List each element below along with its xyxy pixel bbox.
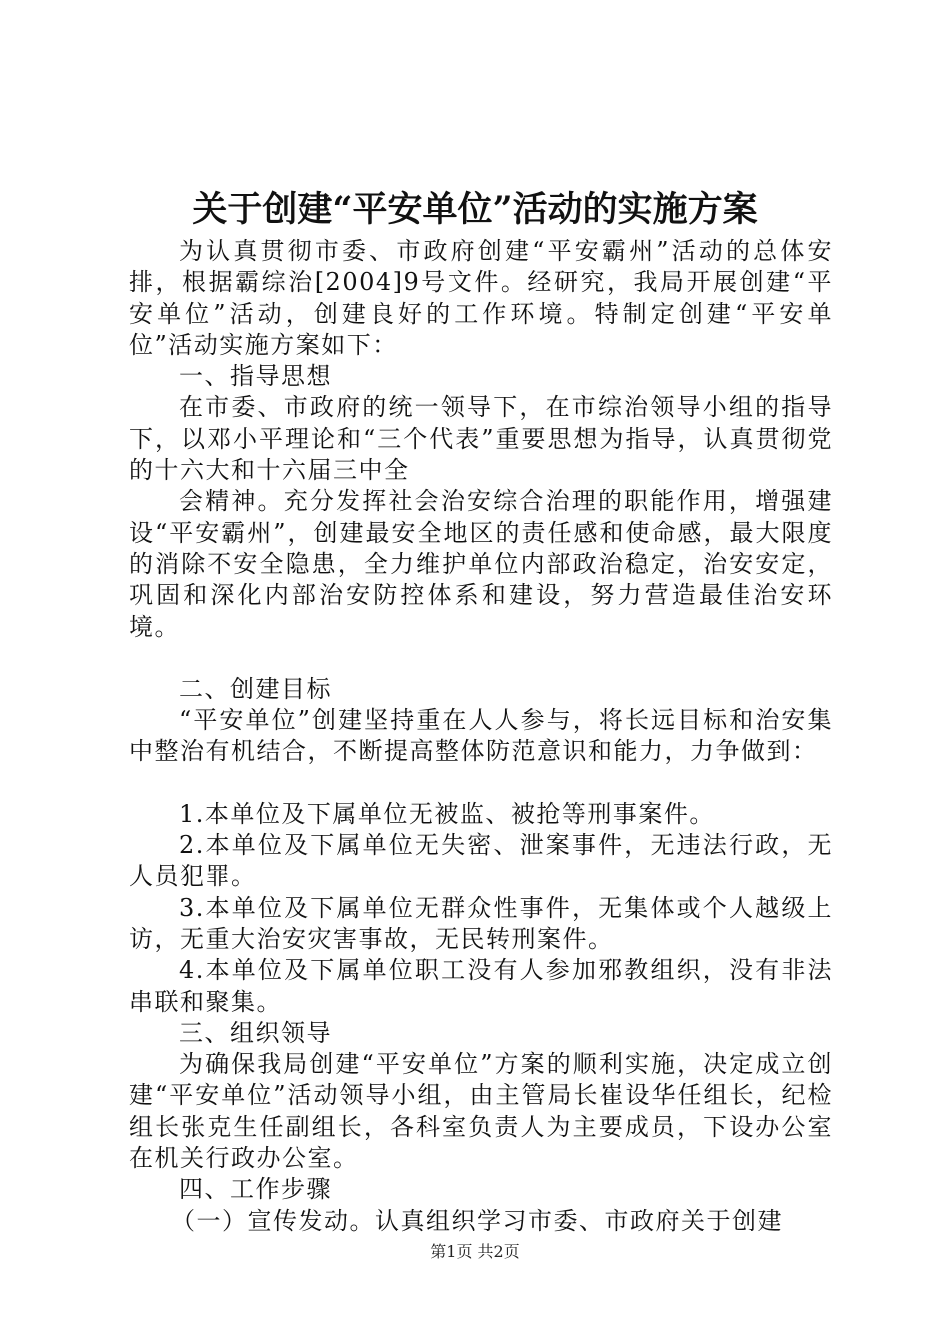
goal-item-4: 4.本单位及下属单位职工没有人参加邪教组织，没有非法串联和聚集。 <box>129 956 833 1016</box>
document-body <box>129 236 833 1237</box>
page-number-footer: 第1页 共2页 <box>430 1242 520 1261</box>
intro-paragraph: 为认真贯彻市委、市政府创建“平安霸州”活动的总体安排，根据霸综治[2004]9号文件。经研究，我局开展创建“平安单位”活动，创建良好的工作环境。特制定创建“平安单位”活动实施方案如下： <box>129 237 833 359</box>
section-heading-organization: 三、组织领导 <box>179 1018 332 1047</box>
organization-paragraph: 为确保我局创建“平安单位”方案的顺利实施，决定成立创建“平安单位”活动领导小组，由主管局长崔设华任组长，纪检组长张克生任副组长，各科室负责人为主要成员，下设办公室在机关行政办公室。 <box>129 1050 833 1173</box>
guiding-ideology-continued-paragraph: 会精神。充分发挥社会治安综合治理的职能作用，增强建设“平安霸州”，创建最安全地区的责任感和使命感，最大限度的消除不安全隐患，全力维护单位内部政治稳定，治安安定，巩固和深化内部治安防控体系和建设，努力营造最佳治安环境。 <box>129 487 833 641</box>
section-heading-goals: 二、创建目标 <box>179 674 332 703</box>
section-heading-work-steps: 四、工作步骤 <box>179 1175 332 1204</box>
guiding-ideology-paragraph: 在市委、市政府的统一领导下，在市综治领导小组的指导下，以邓小平理论和“三个代表”重要思想为指导，认真贯彻党的十六大和十六届三中全 <box>129 393 833 485</box>
goals-paragraph: “平安单位”创建坚持重在人人参与，将长远目标和治安集中整治有机结合，不断提高整体防范意识和能力，力争做到： <box>129 706 833 766</box>
work-step-1-paragraph: （一）宣传发动。认真组织学习市委、市政府关于创建 <box>171 1206 783 1235</box>
section-heading-guiding-ideology: 一、指导思想 <box>179 362 332 391</box>
document-title: 关于创建“平安单位”活动的实施方案 <box>192 189 758 230</box>
goal-item-3: 3.本单位及下属单位无群众性事件，无集体或个人越级上访，无重大治安灾害事故，无民转刑案件。 <box>129 893 833 953</box>
goal-item-1: 1.本单位及下属单位无被监、被抢等刑事案件。 <box>179 799 715 828</box>
goal-item-2: 2.本单位及下属单位无失密、泄案事件，无违法行政，无人员犯罪。 <box>129 831 833 891</box>
